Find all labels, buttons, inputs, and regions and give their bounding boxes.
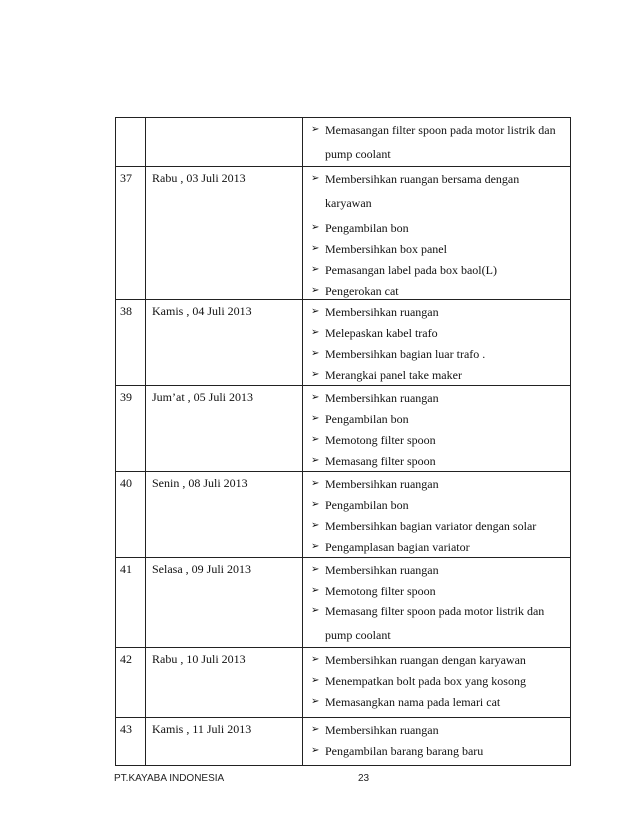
arrowhead-bullet-icon: ➢ bbox=[311, 605, 320, 616]
row-number: 38 bbox=[116, 300, 146, 386]
activity-item bbox=[311, 118, 564, 166]
arrowhead-bullet-icon: ➢ bbox=[311, 285, 320, 296]
arrowhead-bullet-icon: ➢ bbox=[311, 478, 320, 489]
table-row bbox=[116, 300, 571, 386]
activity-item bbox=[311, 453, 564, 469]
row-activities bbox=[303, 718, 571, 766]
activity-item bbox=[311, 241, 564, 257]
arrowhead-bullet-icon: ➢ bbox=[311, 455, 320, 466]
activity-text: Membersihkan box panel bbox=[325, 242, 447, 256]
row-date: Kamis , 11 Juli 2013 bbox=[146, 718, 303, 766]
row-number bbox=[116, 118, 146, 167]
activity-item bbox=[311, 220, 564, 236]
activity-item bbox=[311, 432, 564, 448]
row-date: Kamis , 04 Juli 2013 bbox=[146, 300, 303, 386]
activity-table-body bbox=[116, 118, 571, 766]
arrowhead-bullet-icon: ➢ bbox=[311, 173, 320, 184]
activity-item bbox=[311, 722, 564, 738]
row-activities bbox=[303, 472, 571, 558]
activity-item bbox=[311, 518, 564, 534]
activity-item bbox=[311, 539, 564, 555]
arrowhead-bullet-icon: ➢ bbox=[311, 306, 320, 317]
row-activities bbox=[303, 386, 571, 472]
row-date: Jum’at , 05 Juli 2013 bbox=[146, 386, 303, 472]
activity-text: Pengerokan cat bbox=[325, 284, 399, 298]
row-activities bbox=[303, 300, 571, 386]
arrowhead-bullet-icon: ➢ bbox=[311, 564, 320, 575]
arrowhead-bullet-icon: ➢ bbox=[311, 654, 320, 665]
activity-text: Membersihkan ruangan dengan karyawan bbox=[325, 653, 526, 667]
arrowhead-bullet-icon: ➢ bbox=[311, 264, 320, 275]
activity-item bbox=[311, 411, 564, 427]
arrowhead-bullet-icon: ➢ bbox=[311, 413, 320, 424]
arrowhead-bullet-icon: ➢ bbox=[311, 327, 320, 338]
activity-text: Membersihkan ruangan bbox=[325, 563, 439, 577]
activity-item bbox=[311, 599, 564, 647]
activity-item bbox=[311, 346, 564, 362]
activity-text: Membersihkan ruangan bbox=[325, 723, 439, 737]
activity-text: Menempatkan bolt pada box yang kosong bbox=[325, 674, 526, 688]
activity-text: Memasang filter spoon pada motor listrik dan pump coolant bbox=[325, 604, 545, 642]
activity-text: Membersihkan ruangan bbox=[325, 477, 439, 491]
arrowhead-bullet-icon: ➢ bbox=[311, 369, 320, 380]
arrowhead-bullet-icon: ➢ bbox=[311, 392, 320, 403]
table-row bbox=[116, 118, 571, 167]
table-row bbox=[116, 167, 571, 300]
arrowhead-bullet-icon: ➢ bbox=[311, 520, 320, 531]
activity-text: Pengambilan bon bbox=[325, 221, 409, 235]
row-number: 37 bbox=[116, 167, 146, 300]
activity-text: Pengambilan bon bbox=[325, 412, 409, 426]
activity-text: Membersihkan ruangan bersama dengan karyawan bbox=[325, 172, 520, 210]
row-number: 42 bbox=[116, 648, 146, 718]
row-date: Rabu , 10 Juli 2013 bbox=[146, 648, 303, 718]
activity-text: Memasang filter spoon bbox=[325, 454, 436, 468]
activity-item bbox=[311, 367, 564, 383]
row-date: Rabu , 03 Juli 2013 bbox=[146, 167, 303, 300]
activity-table bbox=[115, 117, 571, 766]
activity-text: Memasangan filter spoon pada motor listrik dan pump coolant bbox=[325, 123, 556, 161]
activity-item bbox=[311, 743, 564, 759]
arrowhead-bullet-icon: ➢ bbox=[311, 243, 320, 254]
activity-item bbox=[311, 283, 564, 299]
arrowhead-bullet-icon: ➢ bbox=[311, 724, 320, 735]
activity-item bbox=[311, 304, 564, 320]
activity-text: Pengamplasan bagian variator bbox=[325, 540, 470, 554]
activity-item bbox=[311, 583, 564, 599]
activity-text: Pengambilan barang barang baru bbox=[325, 744, 484, 758]
activity-text: Membersihkan ruangan bbox=[325, 305, 439, 319]
activity-text: Membersihkan bagian luar trafo . bbox=[325, 347, 486, 361]
page-number: 23 bbox=[358, 773, 370, 784]
activity-text: Membersihkan bagian variator dengan solar bbox=[325, 519, 537, 533]
row-activities bbox=[303, 648, 571, 718]
row-activities bbox=[303, 167, 571, 300]
table-row bbox=[116, 472, 571, 558]
activity-text: Merangkai panel take maker bbox=[325, 368, 462, 382]
table-row bbox=[116, 558, 571, 648]
table-row bbox=[116, 648, 571, 718]
arrowhead-bullet-icon: ➢ bbox=[311, 222, 320, 233]
row-activities bbox=[303, 118, 571, 167]
activity-item bbox=[311, 652, 564, 668]
arrowhead-bullet-icon: ➢ bbox=[311, 541, 320, 552]
activity-text: Membersihkan ruangan bbox=[325, 391, 439, 405]
activity-text: Memasangkan nama pada lemari cat bbox=[325, 695, 501, 709]
row-number: 43 bbox=[116, 718, 146, 766]
footer-company: PT.KAYABA INDONESIA bbox=[114, 773, 225, 784]
arrowhead-bullet-icon: ➢ bbox=[311, 696, 320, 707]
activity-item bbox=[311, 694, 564, 710]
table-row bbox=[116, 718, 571, 766]
activity-text: Pemasangan label pada box baol(L) bbox=[325, 263, 497, 277]
activity-item bbox=[311, 476, 564, 492]
activity-item bbox=[311, 562, 564, 578]
arrowhead-bullet-icon: ➢ bbox=[311, 675, 320, 686]
arrowhead-bullet-icon: ➢ bbox=[311, 499, 320, 510]
arrowhead-bullet-icon: ➢ bbox=[311, 348, 320, 359]
activity-text: Melepaskan kabel trafo bbox=[325, 326, 438, 340]
activity-item bbox=[311, 673, 564, 689]
arrowhead-bullet-icon: ➢ bbox=[311, 585, 320, 596]
activity-item bbox=[311, 390, 564, 406]
row-activities bbox=[303, 558, 571, 648]
activity-text: Memotong filter spoon bbox=[325, 433, 436, 447]
row-date: Selasa , 09 Juli 2013 bbox=[146, 558, 303, 648]
activity-item bbox=[311, 325, 564, 341]
activity-item bbox=[311, 167, 564, 215]
row-date: Senin , 08 Juli 2013 bbox=[146, 472, 303, 558]
arrowhead-bullet-icon: ➢ bbox=[311, 124, 320, 135]
arrowhead-bullet-icon: ➢ bbox=[311, 434, 320, 445]
activity-item bbox=[311, 262, 564, 278]
row-date bbox=[146, 118, 303, 167]
activity-item bbox=[311, 497, 564, 513]
activity-text: Memotong filter spoon bbox=[325, 584, 436, 598]
table-row bbox=[116, 386, 571, 472]
row-number: 41 bbox=[116, 558, 146, 648]
row-number: 40 bbox=[116, 472, 146, 558]
row-number: 39 bbox=[116, 386, 146, 472]
activity-text: Pengambilan bon bbox=[325, 498, 409, 512]
arrowhead-bullet-icon: ➢ bbox=[311, 745, 320, 756]
